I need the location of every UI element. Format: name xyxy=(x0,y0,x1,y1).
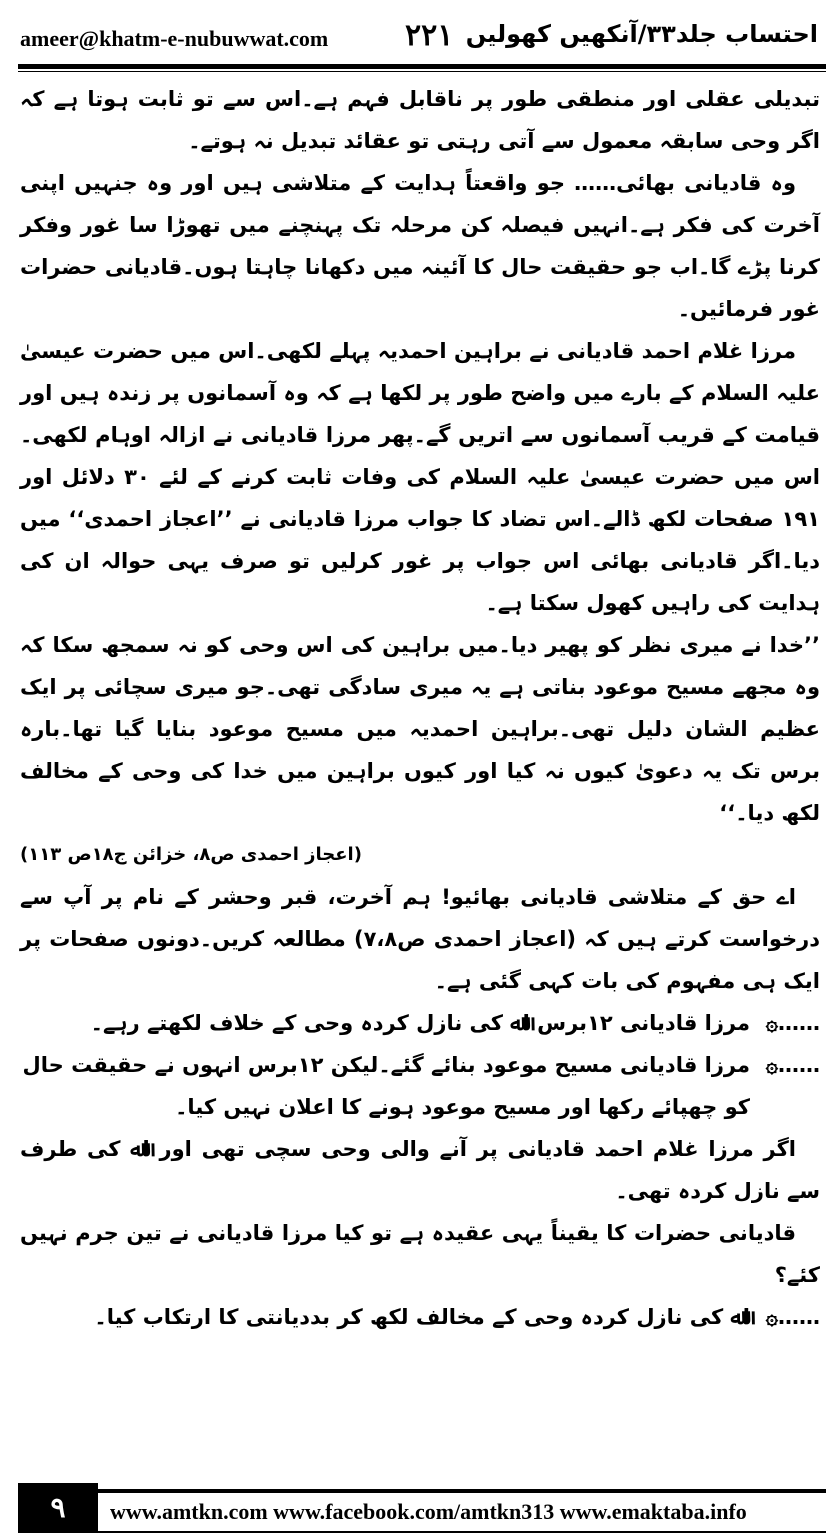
header-rule-thick xyxy=(18,64,826,69)
header-email: ameer@khatm-e-nubuwwat.com xyxy=(20,26,329,51)
footer-links: www.amtkn.com www.facebook.com/amtkn313 www.emaktaba.info xyxy=(110,1499,747,1524)
flower-bullet-icon: ……۞ xyxy=(765,1011,820,1035)
paragraph-1: تبدیلی عقلی اور منطقی طور پر ناقابل فہم ہے۔اس سے تو ثابت ہوتا ہے کہ اگر وحی سابقہ معمول سے آتی رہتی تو عقائد تبدیل نہ ہوتے۔ xyxy=(20,87,820,153)
bullet-text-3: اﷲ کی نازل کردہ وحی کے مخالف لکھ کر بددیانتی کا ارتکاب کیا۔ xyxy=(94,1305,750,1329)
bullet-item-1 xyxy=(20,1002,820,1044)
paragraph-6: قادیانی حضرات کا یقیناً یہی عقیدہ ہے تو کیا مرزا قادیانی نے تین جرم نہیں کئے؟ xyxy=(20,1221,820,1287)
footer-number-box: ۹ xyxy=(18,1483,98,1533)
header-page-number: ۲۲۱ xyxy=(405,18,454,53)
page-body xyxy=(20,78,820,1463)
paragraph-3: مرزا غلام احمد قادیانی نے براہین احمدیہ پہلے لکھی۔اس میں حضرت عیسیٰ علیہ السلام کے بارے میں واضح طور پر لکھا ہے کہ وہ آسمانوں پر زندہ ہیں اور قیامت کے قریب آسمانوں سے اتریں گے۔پھر مرزا قادیانی نے ازالہ اوہام لکھی۔اس میں حضرت عیسیٰ علیہ السلام کی وفات ثابت کرنے کے لئے ۳۰ دلائل اور ۱۹۱ صفحات لکھ ڈالے۔اس تضاد کا جواب مرزا قادیانی نے ’’اعجاز احمدی‘‘ میں دیا۔اگر قادیانی بھائی اس جواب پر غور کرلیں تو صرف یہی حوالہ ان کی ہدایت کی راہیں کھول سکتا ہے۔ xyxy=(20,339,820,615)
bullet-item-3 xyxy=(20,1296,820,1338)
header-book-title: احتساب جلد۳۳/آنکھیں کھولیں xyxy=(465,20,818,48)
paragraph-2: وہ قادیانی بھائی…… جو واقعتاً ہدایت کے متلاشی ہیں اور وہ جنہیں اپنی آخرت کی فکر ہے۔انہیں فیصلہ کن مرحلہ تک پہنچنے میں تھوڑا سا غور وفکر کرنا پڑے گا۔اب جو حقیقت حال کا آئینہ میں دکھانا چاہتا ہوں۔قادیانی حضرات غور فرمائیں۔ xyxy=(20,171,820,321)
bullet-text-1: مرزا قادیانی ۱۲برس اﷲ کی نازل کردہ وحی کے خلاف لکھتے رہے۔ xyxy=(90,1011,750,1035)
header-rule-thin xyxy=(18,71,826,72)
page-footer xyxy=(18,1483,826,1535)
footer-rule-top xyxy=(18,1489,826,1493)
reference-citation: (اعجاز احمدی ص۸، خزائن ج۱۸ص ۱۱۳) xyxy=(20,844,362,865)
flower-bullet-icon: ……۞ xyxy=(765,1053,820,1077)
bullet-text-2: مرزا قادیانی مسیح موعود بنائے گئے۔لیکن ۱۲برس انہوں نے حقیقت حال کو چھپائے رکھا اور مسیح موعود ہونے کا اعلان نہیں کیا۔ xyxy=(22,1053,750,1119)
page-header xyxy=(0,0,840,68)
quote-paragraph: ’’خدا نے میری نظر کو پھیر دیا۔میں براہین کی اس وحی کو نہ سمجھ سکا کہ وہ مجھے مسیح موعود بناتی ہے یہ میری سادگی تھی۔جو میری سچائی پر ایک عظیم الشان دلیل تھی۔براہین احمدیہ میں مسیح موعود بنایا گیا تھا۔بارہ برس تک یہ دعویٰ کیوں نہ کیا اور کیوں براہین میں خدا کی وحی کے مخالف لکھ دیا۔‘‘ xyxy=(20,633,820,825)
flower-bullet-icon: ……۞ xyxy=(765,1305,820,1329)
bullet-item-2 xyxy=(20,1044,820,1128)
paragraph-5: اگر مرزا غلام احمد قادیانی پر آنے والی وحی سچی تھی اور اﷲ کی طرف سے نازل کردہ تھی۔ xyxy=(20,1137,820,1203)
reference-line xyxy=(20,834,820,876)
footer-rule-bottom xyxy=(18,1531,826,1533)
paragraph-4: اے حق کے متلاشی قادیانی بھائیو! ہم آخرت، قبر وحشر کے نام پر آپ سے درخواست کرتے ہیں کہ (اعجاز احمدی ص۷،۸) مطالعہ کریں۔دونوں صفحات پر ایک ہی مفہوم کی بات کہی گئی ہے۔ xyxy=(20,885,820,993)
